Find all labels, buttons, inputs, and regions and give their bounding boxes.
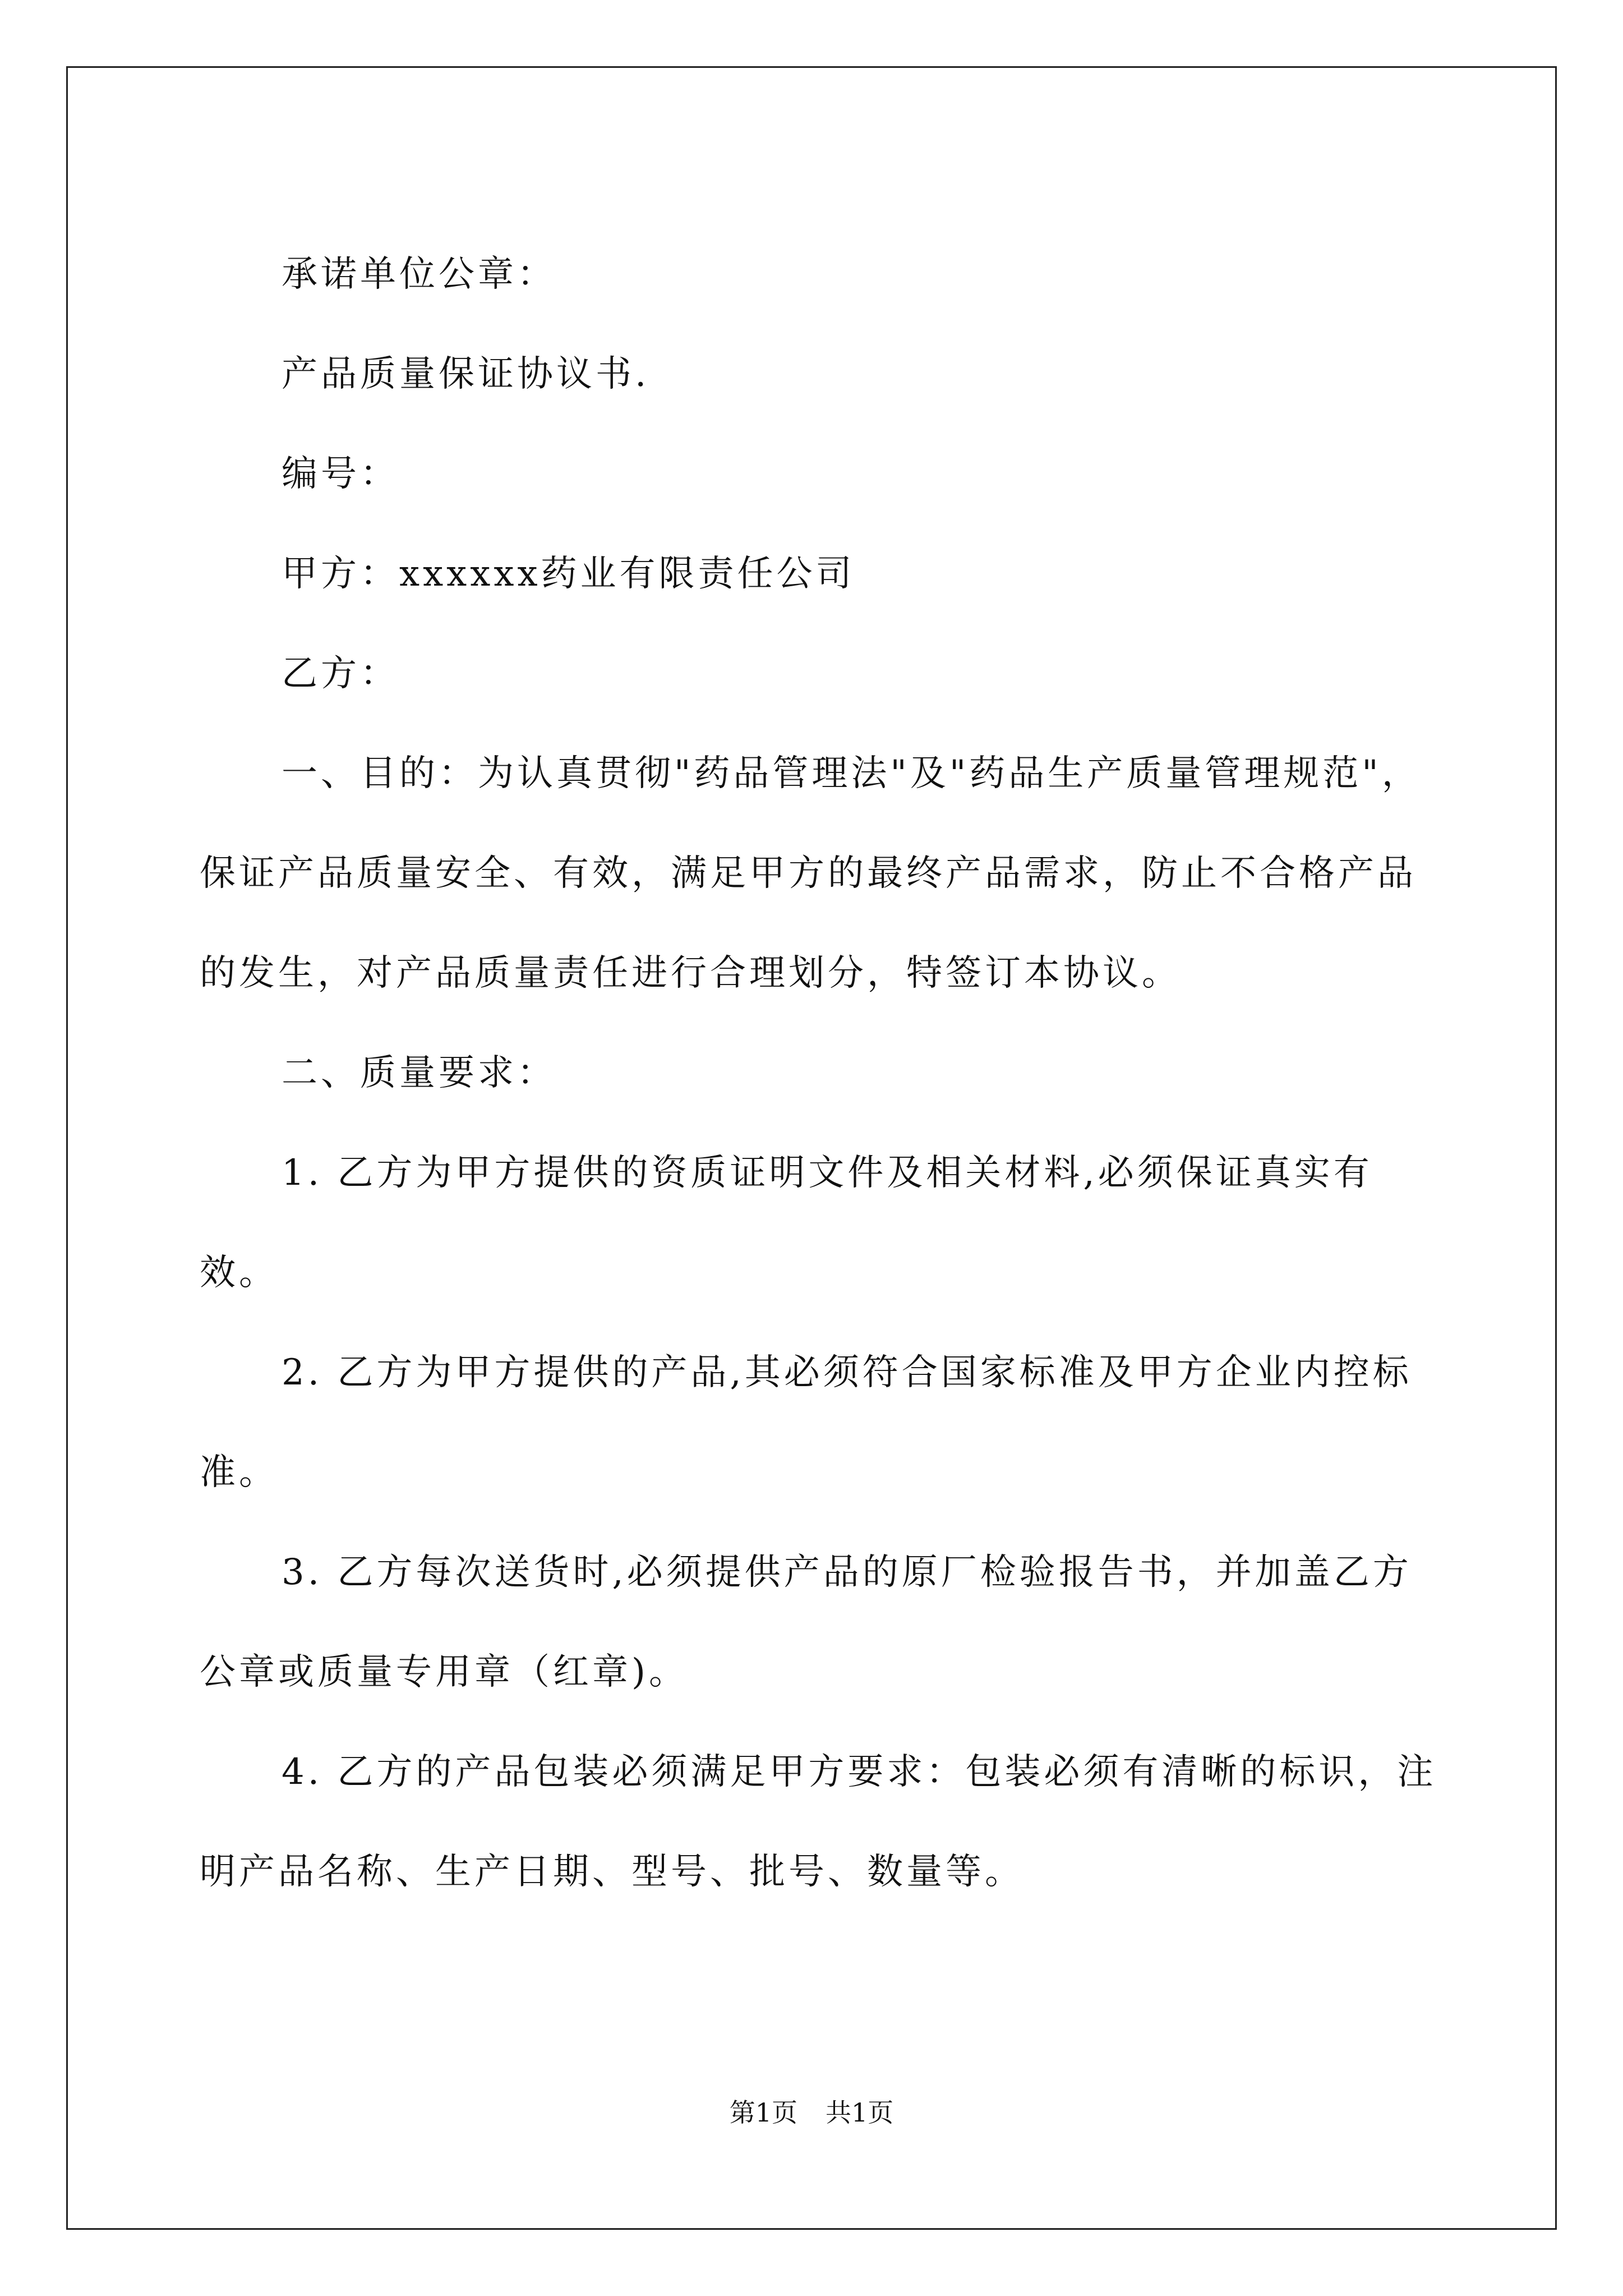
document-body — [200, 224, 1439, 1922]
requirement-item-2: 2. 乙方为甲方提供的产品,其必须符合国家标准及甲方企业内控标准。 — [200, 1352, 1412, 1493]
requirement-item-4: 4. 乙方的产品包装必须满足甲方要求：包装必须有清晰的标识，注明产品名称、生产日期、型号、批号、数量等。 — [200, 1751, 1437, 1893]
page-number: 第1页 — [729, 2097, 797, 2128]
page-footer — [0, 2092, 1623, 2129]
requirement-item-1: 1. 乙方为甲方提供的资质证明文件及相关材料,必须保证真实有效。 — [200, 1152, 1373, 1294]
party-b-line: 乙方： — [282, 653, 399, 694]
serial-number-line: 编号： — [282, 453, 399, 495]
purpose-paragraph: 一、目的：为认真贯彻"药品管理法"及"药品生产质量管理规范"，保证产品质量安全、有效，满足甲方的最终产品需求，防止不合格产品的发生，对产品质量责任进行合理划分，特签订本协议。 — [200, 753, 1421, 994]
quality-requirements-heading: 二、质量要求： — [282, 1052, 556, 1094]
page-total: 共1页 — [826, 2097, 894, 2128]
seal-line: 承诺单位公章： — [282, 254, 556, 295]
party-a-line: 甲方：xxxxxx药业有限责任公司 — [282, 553, 855, 595]
requirement-item-3: 3. 乙方每次送货时,必须提供产品的原厂检验报告书，并加盖乙方公章或质量专用章（红章)。 — [200, 1552, 1412, 1693]
document-title: 产品质量保证协议书. — [282, 353, 650, 395]
